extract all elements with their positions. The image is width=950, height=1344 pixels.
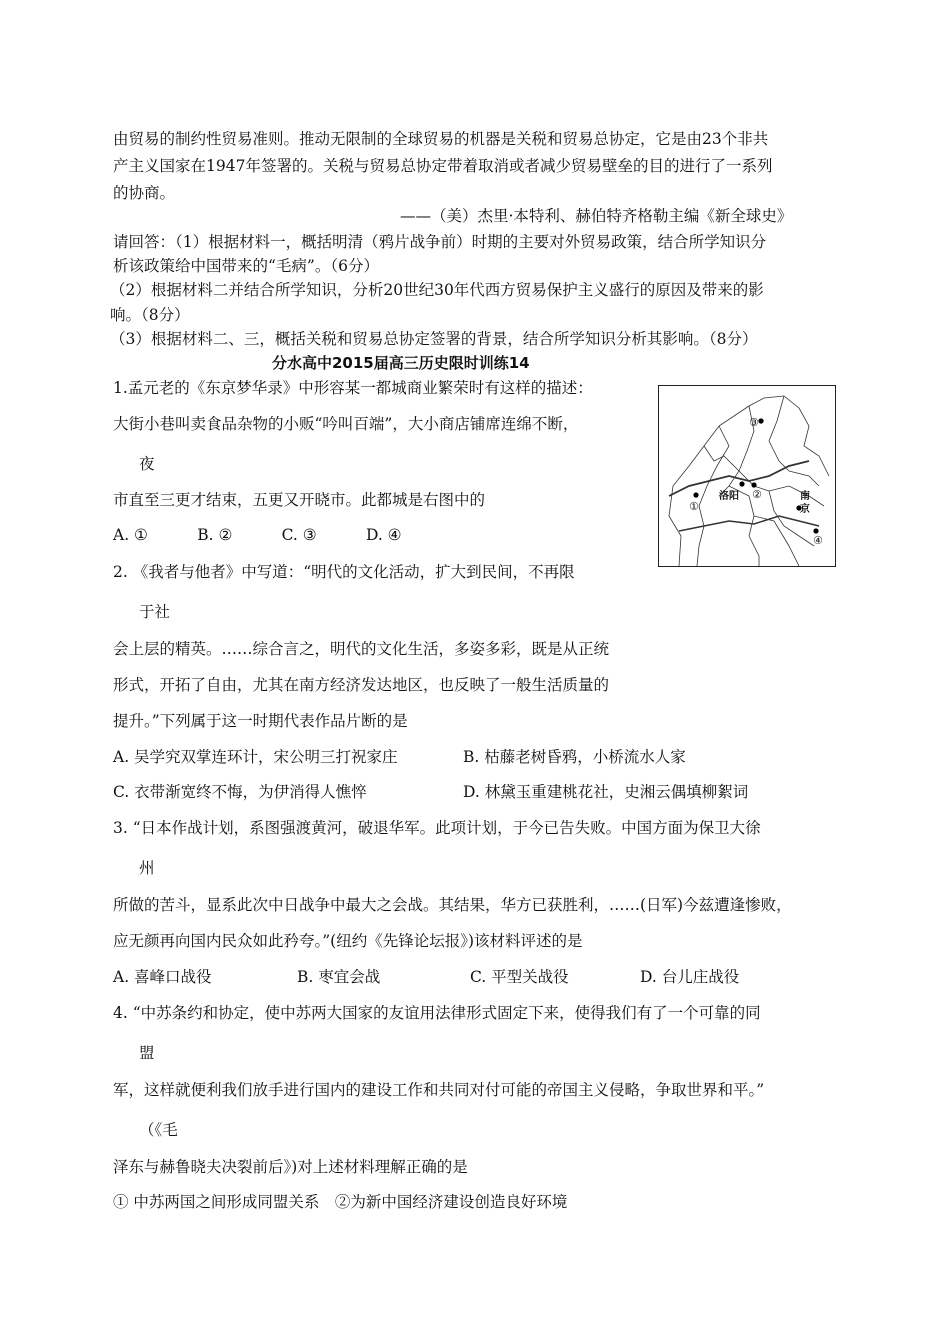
yangtze-river: [679, 516, 819, 531]
china-map-figure: [658, 385, 836, 567]
label-nanjing-1: 南: [800, 491, 810, 502]
marker-3: ③: [749, 416, 759, 429]
marker-4: ④: [813, 534, 823, 547]
question-2: 2. 《我者与他者》中写道：“明代的文化活动，扩大到民间，不再限: [113, 563, 575, 581]
text-line: （3）根据材料二、三，概括关税和贸易总协定签署的背景，结合所学知识分析其影响。（8分）: [110, 330, 758, 348]
statement-options: ① 中苏两国之间形成同盟关系 ②为新中国经济建设创造良好环境: [113, 1193, 568, 1211]
option-a: A. 喜峰口战役: [113, 968, 212, 986]
marker-dot: [813, 528, 818, 533]
text-line: 提升。”下列属于这一时期代表作品片断的是: [113, 712, 408, 730]
map-boundary: [754, 516, 799, 566]
text-line: 析该政策给中国带来的“毛病”。（6分）: [113, 257, 379, 275]
map-drawing: [659, 386, 835, 566]
option-c: C. 平型关战役: [470, 968, 569, 986]
label-nanjing-2: 京: [800, 504, 810, 515]
option-c: C. 衣带渐宽终不悔，为伊消得人憔悴: [113, 783, 367, 801]
text-line: 的协商。: [113, 184, 176, 202]
citation: ——（美）杰里·本特利、赫伯特齐格勒主编《新全球史》: [400, 207, 793, 225]
marker-dot: [751, 482, 756, 487]
marker-dot: [758, 418, 763, 423]
text-line: 市直至三更才结束，五更又开晓市。此都城是右图中的: [113, 491, 486, 509]
option-d: D. 台儿庄战役: [640, 968, 740, 986]
map-boundary: [704, 446, 769, 491]
text-line: 应无颜再向国内民众如此矜夸。”(纽约《先锋论坛报》)该材料评述的是: [113, 932, 583, 950]
map-boundary: [769, 486, 824, 506]
label-luoyang: 洛阳: [719, 491, 739, 502]
question-1-options: A. ① B. ② C. ③ D. ④: [113, 526, 402, 544]
text-line: 州: [139, 859, 155, 877]
text-line: 夜: [139, 455, 155, 473]
text-line: 所做的苦斗，显系此次中日战争中最大之会战。其结果，华方已获胜利，……(日军)今兹遭逢惨败，: [113, 896, 792, 914]
text-line: 大街小巷叫卖食品杂物的小贩“吟叫百端”，大小商店铺席连绵不断，: [113, 415, 579, 433]
question-3: 3. “日本作战计划，系图强渡黄河，破退华军。此项计划，于今已告失败。中国方面为保卫大徐: [113, 819, 761, 837]
text-line: （《毛: [139, 1121, 178, 1139]
marker-2: ②: [752, 488, 762, 501]
marker-1: ①: [689, 500, 699, 513]
text-line: 形式，开拓了自由，尤其在南方经济发达地区，也反映了一般生活质量的: [113, 676, 610, 694]
text-line: 会上层的精英。……综合言之，明代的文化生活，多姿多彩，既是从正统: [113, 640, 610, 658]
marker-dot: [739, 481, 744, 486]
text-line: 产主义国家在1947年签署的。关税与贸易总协定带着取消或者减少贸易壁垒的目的进行了一系列: [113, 157, 773, 175]
question-4: 4. “中苏条约和协定，使中苏两大国家的友谊用法律形式固定下来，使得我们有了一个可靠的同: [113, 1004, 761, 1022]
text-line: 于社: [139, 603, 171, 621]
option-d: D. 林黛玉重建桃花社，史湘云偶填柳絮词: [463, 783, 749, 801]
section-title: 分水高中2015届高三历史限时训练14: [272, 354, 530, 372]
text-line: 由贸易的制约性贸易准则。推动无限制的全球贸易的机器是关税和贸易总协定，它是由23个非共: [113, 130, 769, 148]
option-a: A. 吴学究双掌连环计，宋公明三打祝家庄: [113, 748, 398, 766]
marker-dot: [693, 492, 698, 497]
option-b: B. 枯藤老树昏鸦，小桥流水人家: [463, 748, 686, 766]
text-line: 响。（8分）: [110, 306, 190, 324]
option-b: B. 枣宜会战: [297, 968, 381, 986]
text-line: （2）根据材料二并结合所学知识，分析20世纪30年代西方贸易保护主义盛行的原因及带来的影: [110, 281, 764, 299]
question-1: 1.孟元老的《东京梦华录》中形容某一都城商业繁荣时有这样的描述：: [113, 379, 593, 397]
map-boundary: [789, 471, 819, 486]
question-prompt: 请回答：（1）根据材料一，概括明清（鸦片战争前）时期的主要对外贸易政策，结合所学知识分: [113, 233, 767, 251]
text-line: 盟: [139, 1044, 155, 1062]
map-boundary: [769, 396, 789, 471]
text-line: 泽东与赫鲁晓夫决裂前后》)对上述材料理解正确的是: [113, 1158, 468, 1176]
text-line: 军，这样就便利我们放手进行国内的建设工作和共同对付可能的帝国主义侵略，争取世界和平。”: [113, 1081, 765, 1099]
